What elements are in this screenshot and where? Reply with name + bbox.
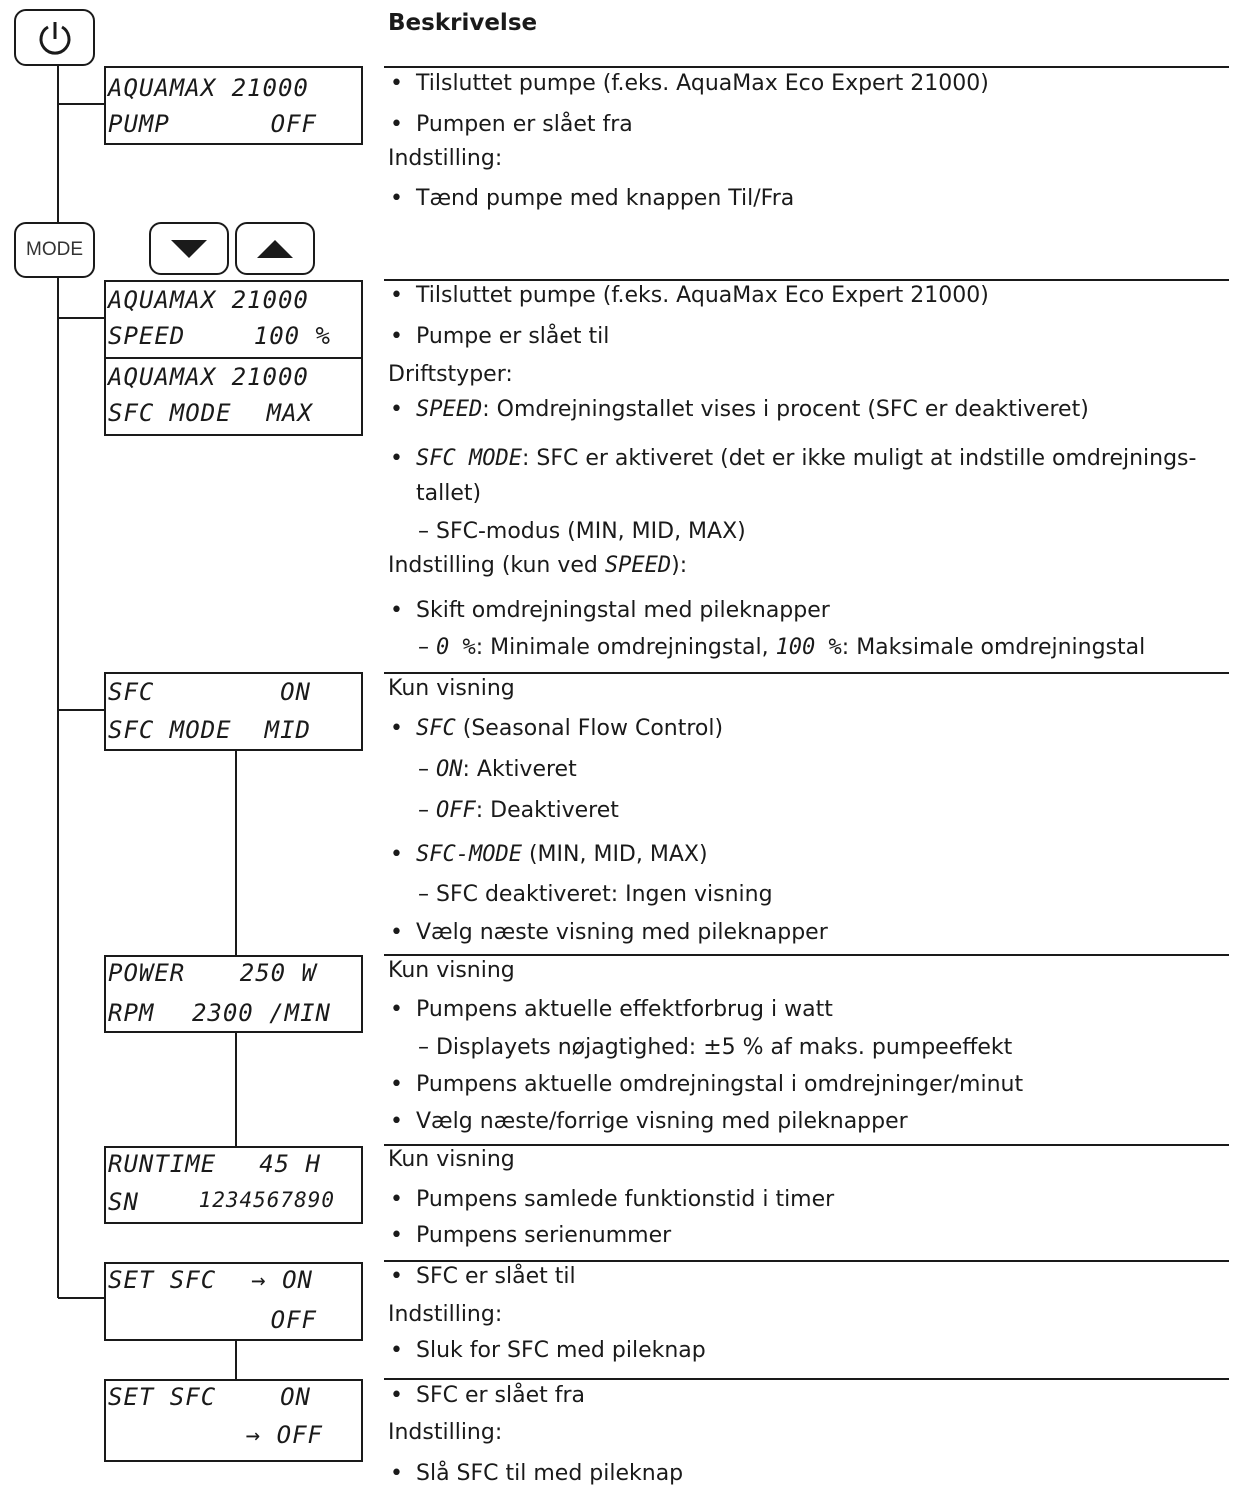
bullet-item: • Tænd pumpe med knappen Til/Fra xyxy=(388,186,794,212)
sub-text: : Maksimale omdrejningstal xyxy=(841,635,1146,660)
display-line1-label: POWER xyxy=(108,959,186,987)
setting-heading: Indstilling: xyxy=(388,1302,503,1327)
power-icon xyxy=(35,18,75,58)
display-line1-label: AQUAMAX 21000 xyxy=(108,286,309,314)
bullet-item: • Pumpens aktuelle omdrejningstal i omdrejninger/minut xyxy=(388,1072,1023,1098)
mode-button-label: MODE xyxy=(26,239,83,260)
display-line2-label: SFC MODE xyxy=(108,399,232,427)
sub-item: – SFC deaktiveret: Ingen visning xyxy=(418,882,773,907)
display-line2-label: RPM xyxy=(108,999,155,1027)
arrow-down-button[interactable] xyxy=(149,222,229,275)
sub-item: – Displayets nøjagtighed: ±5 % af maks. pumpeeffekt xyxy=(418,1035,1013,1060)
display-speed xyxy=(104,280,363,359)
bullet-item: • SFC er slået fra xyxy=(388,1383,585,1409)
display-power-rpm xyxy=(104,955,363,1033)
bullet-item xyxy=(388,716,723,742)
heading-text: Indstilling (kun ved xyxy=(388,553,605,578)
mode-button[interactable] xyxy=(14,222,95,278)
display-line2-value: MID xyxy=(264,716,311,744)
display-line1-value: 250 W xyxy=(239,959,317,987)
arrow-up-button[interactable] xyxy=(235,222,315,275)
display-line1-label: AQUAMAX 21000 xyxy=(108,74,309,102)
lcd-term: OFF xyxy=(436,798,476,823)
bullet-item xyxy=(388,397,1089,423)
sub-item: – 0 %: Minimale omdrejningstal, 100 %: Maksimale omdrejningstal xyxy=(418,635,1146,660)
bullet-item: • Vælg næste visning med pileknapper xyxy=(388,920,828,946)
display-only-heading: Kun visning xyxy=(388,1147,515,1172)
display-line2-value: 1234567890 xyxy=(198,1188,335,1212)
display-line2-value: 2300 /MIN xyxy=(191,999,331,1027)
setting-heading: Indstilling: xyxy=(388,1420,503,1445)
bullet-item: • Tilsluttet pumpe (f.eks. AquaMax Eco Expert 21000) xyxy=(388,283,989,309)
lcd-term: 0 % xyxy=(436,635,476,660)
bullet-text: (Seasonal Flow Control) xyxy=(455,716,724,741)
display-set-sfc-off xyxy=(104,1379,363,1462)
display-line1-value: → ON xyxy=(251,1266,313,1294)
section-divider xyxy=(384,672,1229,674)
sub-item: – OFF: Deaktiveret xyxy=(418,798,619,823)
display-line1-label: RUNTIME xyxy=(108,1150,217,1178)
display-line2-label: SPEED xyxy=(108,322,186,350)
display-line2-value: → OFF xyxy=(245,1421,323,1449)
bullet-item: • Vælg næste/forrige visning med pileknapper xyxy=(388,1109,908,1135)
bullet-item: • Skift omdrejningstal med pileknapper xyxy=(388,598,830,624)
arrow-down-icon xyxy=(169,238,209,260)
display-line2-value: MAX xyxy=(266,399,313,427)
display-runtime-sn xyxy=(104,1146,363,1224)
section-divider xyxy=(384,279,1229,281)
section-divider xyxy=(384,954,1229,956)
display-line1-value: 45 H xyxy=(259,1150,321,1178)
lcd-term: SFC MODE xyxy=(416,446,522,471)
section-divider xyxy=(384,66,1229,68)
display-only-heading: Kun visning xyxy=(388,958,515,983)
bullet-text: (MIN, MID, MAX) xyxy=(521,842,708,867)
bullet-item: • Sluk for SFC med pileknap xyxy=(388,1338,706,1364)
lcd-term: SPEED xyxy=(604,553,672,578)
display-line1-label: SET SFC xyxy=(108,1266,217,1294)
sub-item: – SFC-modus (MIN, MID, MAX) xyxy=(418,519,746,544)
display-line1-label: SET SFC xyxy=(108,1383,217,1411)
lcd-term: 100 % xyxy=(775,635,842,660)
setting-heading xyxy=(388,553,687,579)
bullet-item xyxy=(388,842,708,868)
sub-text: : Minimale omdrejningstal, xyxy=(475,635,776,660)
display-line2-value: OFF xyxy=(270,110,317,138)
display-pump-off xyxy=(104,66,363,145)
display-sfc-mode-max xyxy=(104,357,363,436)
display-line2-value: OFF xyxy=(270,1306,317,1334)
section-divider xyxy=(384,1144,1229,1146)
section-divider xyxy=(384,1378,1229,1380)
display-line2-label: SN xyxy=(108,1188,139,1216)
bullet-text: : Omdrejningstallet vises i procent (SFC er deaktiveret) xyxy=(482,397,1089,422)
lcd-term: SFC-MODE xyxy=(416,842,522,867)
display-sfc-status xyxy=(104,672,363,751)
display-set-sfc-on xyxy=(104,1262,363,1341)
lcd-term: ON xyxy=(436,757,463,782)
display-line1-value: ON xyxy=(280,1383,311,1411)
bullet-item: • Pumpens samlede funktionstid i timer xyxy=(388,1187,834,1213)
bullet-item: • Pumpen er slået fra xyxy=(388,112,633,138)
heading-text: ): xyxy=(671,553,688,578)
section-divider xyxy=(384,1260,1229,1262)
column-heading: Beskrivelse xyxy=(388,10,538,36)
lcd-term: SFC xyxy=(416,716,456,741)
sub-item: – ON: Aktiveret xyxy=(418,757,577,782)
display-only-heading: Kun visning xyxy=(388,676,515,701)
bullet-item: • Pumpens aktuelle effektforbrug i watt xyxy=(388,997,833,1023)
bullet-item: • Tilsluttet pumpe (f.eks. AquaMax Eco Expert 21000) xyxy=(388,71,989,97)
arrow-up-icon xyxy=(255,238,295,260)
sub-text: : Aktiveret xyxy=(462,757,577,782)
setting-heading: Indstilling: xyxy=(388,146,503,171)
bullet-text: : SFC er aktiveret (det er ikke muligt at indstille omdrejningstallet) xyxy=(416,446,1197,507)
display-line1-value: ON xyxy=(280,678,311,706)
display-line2-value: 100 % xyxy=(253,322,331,350)
power-button[interactable] xyxy=(14,9,95,66)
operating-modes-heading: Driftstyper: xyxy=(388,362,513,387)
display-line2-label: PUMP xyxy=(108,110,170,138)
display-line2-label: SFC MODE xyxy=(108,716,232,744)
display-line1-label: SFC xyxy=(108,678,155,706)
display-line1-label: AQUAMAX 21000 xyxy=(108,363,309,391)
sub-text: : Deaktiveret xyxy=(475,798,619,823)
lcd-term: SPEED xyxy=(416,397,483,422)
bullet-item: • SFC er slået til xyxy=(388,1264,576,1290)
bullet-item: • Slå SFC til med pileknap xyxy=(388,1461,683,1487)
bullet-item xyxy=(388,441,1216,511)
bullet-item: • Pumpens serienummer xyxy=(388,1223,671,1249)
bullet-item: • Pumpe er slået til xyxy=(388,324,609,350)
